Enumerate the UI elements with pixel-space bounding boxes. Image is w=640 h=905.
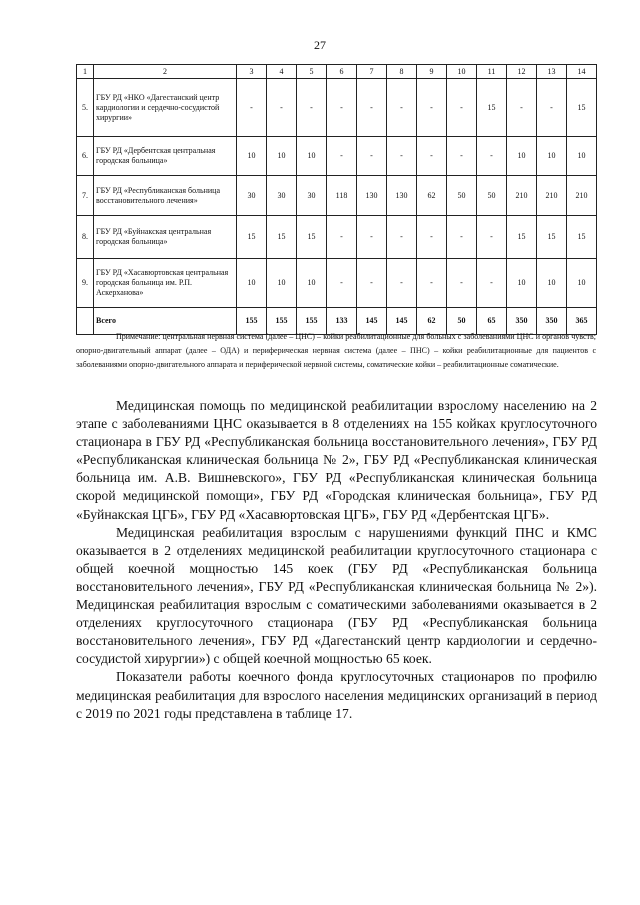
value-cell: - bbox=[357, 79, 387, 137]
organization-name: ГБУ РД «Дербентская центральная городская больница» bbox=[94, 137, 237, 176]
value-cell: 15 bbox=[567, 216, 597, 259]
value-cell: 10 bbox=[237, 259, 267, 308]
value-cell: 118 bbox=[327, 176, 357, 216]
page-number: 27 bbox=[314, 38, 326, 52]
value-cell: 15 bbox=[567, 79, 597, 137]
table-row bbox=[77, 259, 597, 308]
total-value-cell: 62 bbox=[417, 308, 447, 335]
table-row bbox=[77, 216, 597, 259]
organization-name: ГБУ РД «Хасавюртовская центральная городская больница им. Р.П. Аскерханова» bbox=[94, 259, 237, 308]
table-note: Примечание: центральная нервная система (далее – ЦНС) – койки реабилитационные для больных с заболеваниями ЦНС и органов чувств; опорно-двигательный аппарат (далее – ОДА) и периферическая нервная система (далее – ПНС) – койки реабилитационные для пациентов с заболеваниями опорно-двигательного аппарата и периферической нервной системы, соматические койки – реабилитационные соматические. bbox=[76, 332, 596, 369]
value-cell: - bbox=[417, 79, 447, 137]
value-cell: - bbox=[447, 216, 477, 259]
value-cell: - bbox=[387, 79, 417, 137]
header-cell: 8 bbox=[387, 65, 417, 79]
value-cell: 10 bbox=[537, 137, 567, 176]
row-number: 9. bbox=[77, 259, 94, 308]
value-cell: 210 bbox=[507, 176, 537, 216]
value-cell: - bbox=[327, 216, 357, 259]
value-cell: 10 bbox=[297, 137, 327, 176]
header-cell: 10 bbox=[447, 65, 477, 79]
rehab-beds-table bbox=[76, 64, 597, 335]
value-cell: - bbox=[357, 137, 387, 176]
total-value-cell: 350 bbox=[507, 308, 537, 335]
header-cell: 2 bbox=[94, 65, 237, 79]
value-cell: 30 bbox=[297, 176, 327, 216]
header-cell: 5 bbox=[297, 65, 327, 79]
total-value-cell: 50 bbox=[447, 308, 477, 335]
total-value-cell: 155 bbox=[297, 308, 327, 335]
value-cell: 10 bbox=[267, 137, 297, 176]
value-cell: - bbox=[447, 137, 477, 176]
header-cell: 7 bbox=[357, 65, 387, 79]
value-cell: 130 bbox=[357, 176, 387, 216]
table-row bbox=[77, 137, 597, 176]
value-cell: - bbox=[327, 259, 357, 308]
value-cell: 10 bbox=[567, 259, 597, 308]
header-cell: 9 bbox=[417, 65, 447, 79]
value-cell: - bbox=[417, 137, 447, 176]
total-value-cell: 155 bbox=[267, 308, 297, 335]
header-cell: 11 bbox=[477, 65, 507, 79]
total-value-cell: 65 bbox=[477, 308, 507, 335]
value-cell: - bbox=[387, 137, 417, 176]
value-cell: - bbox=[477, 259, 507, 308]
value-cell: - bbox=[387, 259, 417, 308]
row-number: 7. bbox=[77, 176, 94, 216]
value-cell: 15 bbox=[537, 216, 567, 259]
value-cell: - bbox=[237, 79, 267, 137]
value-cell: 15 bbox=[507, 216, 537, 259]
table-header-row bbox=[77, 65, 597, 79]
value-cell: 30 bbox=[237, 176, 267, 216]
value-cell: 15 bbox=[477, 79, 507, 137]
value-cell: 50 bbox=[447, 176, 477, 216]
paragraph: Медицинская помощь по медицинской реабилитации взрослому населению на 2 этапе с заболеваниями ЦНС оказывается в 8 отделениях на 155 койках круглосуточного стационара в ГБУ РД «Республиканская больница восстановительного лечения», ГБУ РД «Республиканская клиническая больница № 2», ГБУ РД «Республиканская клиническая больница им. А.В. Вишневского», ГБУ РД «Республиканская клиническая больница скорой медицинской помощи», ГБУ РД «Городская клиническая больница», ГБУ РД «Буйнакская ЦГБ», ГБУ РД «Хасавюртовская ЦГБ», ГБУ РД «Дербентская ЦГБ». bbox=[76, 398, 597, 522]
body-text bbox=[76, 397, 597, 723]
value-cell: - bbox=[447, 79, 477, 137]
total-value-cell: 350 bbox=[537, 308, 567, 335]
total-label: Всего bbox=[94, 308, 237, 335]
row-number: 8. bbox=[77, 216, 94, 259]
total-value-cell: 365 bbox=[567, 308, 597, 335]
total-value-cell: 145 bbox=[387, 308, 417, 335]
header-cell: 1 bbox=[77, 65, 94, 79]
value-cell: 130 bbox=[387, 176, 417, 216]
value-cell: - bbox=[357, 216, 387, 259]
value-cell: - bbox=[507, 79, 537, 137]
value-cell: 10 bbox=[507, 137, 537, 176]
value-cell: - bbox=[447, 259, 477, 308]
value-cell: - bbox=[417, 259, 447, 308]
organization-name: ГБУ РД «НКО «Дагестанский центр кардиологии и сердечно-сосудистой хирургии» bbox=[94, 79, 237, 137]
value-cell: 15 bbox=[297, 216, 327, 259]
paragraph: Медицинская реабилитация взрослым с нарушениями функций ПНС и КМС оказывается в 2 отделениях медицинской реабилитации круглосуточного стационара с общей коечной мощностью 145 коек (ГБУ РД «Республиканская больница восстановительного лечения», ГБУ РД «Республиканская клиническая больница № 2»). Медицинская реабилитация взрослым с соматическими заболеваниями оказывается в 2 отделениях круглосуточного стационара (ГБУ РД «Республиканская больница восстановительного лечения», ГБУ РД «Дагестанский центр кардиологии и сердечно-сосудистой хирургии») с общей коечной мощностью 65 коек. bbox=[76, 524, 597, 667]
value-cell: - bbox=[327, 137, 357, 176]
total-value-cell: 145 bbox=[357, 308, 387, 335]
value-cell: 210 bbox=[567, 176, 597, 216]
organization-name: ГБУ РД «Буйнакская центральная городская больница» bbox=[94, 216, 237, 259]
value-cell: 10 bbox=[237, 137, 267, 176]
value-cell: 10 bbox=[267, 259, 297, 308]
value-cell: 10 bbox=[567, 137, 597, 176]
value-cell: 30 bbox=[267, 176, 297, 216]
value-cell: - bbox=[267, 79, 297, 137]
header-cell: 12 bbox=[507, 65, 537, 79]
row-number: 5. bbox=[77, 79, 94, 137]
header-cell: 4 bbox=[267, 65, 297, 79]
organization-name: ГБУ РД «Республиканская больница восстановительного лечения» bbox=[94, 176, 237, 216]
value-cell: 62 bbox=[417, 176, 447, 216]
value-cell: - bbox=[297, 79, 327, 137]
value-cell: - bbox=[477, 216, 507, 259]
header-cell: 3 bbox=[237, 65, 267, 79]
row-number: 6. bbox=[77, 137, 94, 176]
value-cell: 10 bbox=[537, 259, 567, 308]
value-cell: - bbox=[327, 79, 357, 137]
value-cell: - bbox=[477, 137, 507, 176]
header-cell: 14 bbox=[567, 65, 597, 79]
value-cell: 15 bbox=[237, 216, 267, 259]
value-cell: 50 bbox=[477, 176, 507, 216]
value-cell: - bbox=[537, 79, 567, 137]
total-value-cell: 133 bbox=[327, 308, 357, 335]
value-cell: 15 bbox=[267, 216, 297, 259]
value-cell: - bbox=[417, 216, 447, 259]
value-cell: - bbox=[357, 259, 387, 308]
header-cell: 6 bbox=[327, 65, 357, 79]
value-cell: 210 bbox=[537, 176, 567, 216]
value-cell: - bbox=[387, 216, 417, 259]
table-row bbox=[77, 176, 597, 216]
header-cell: 13 bbox=[537, 65, 567, 79]
paragraph: Показатели работы коечного фонда круглосуточных стационаров по профилю медицинская реабилитация для взрослого населения медицинских организаций в период с 2019 по 2021 годы представлена в таблице 17. bbox=[76, 669, 597, 721]
value-cell: 10 bbox=[297, 259, 327, 308]
table-row bbox=[77, 79, 597, 137]
value-cell: 10 bbox=[507, 259, 537, 308]
total-value-cell: 155 bbox=[237, 308, 267, 335]
